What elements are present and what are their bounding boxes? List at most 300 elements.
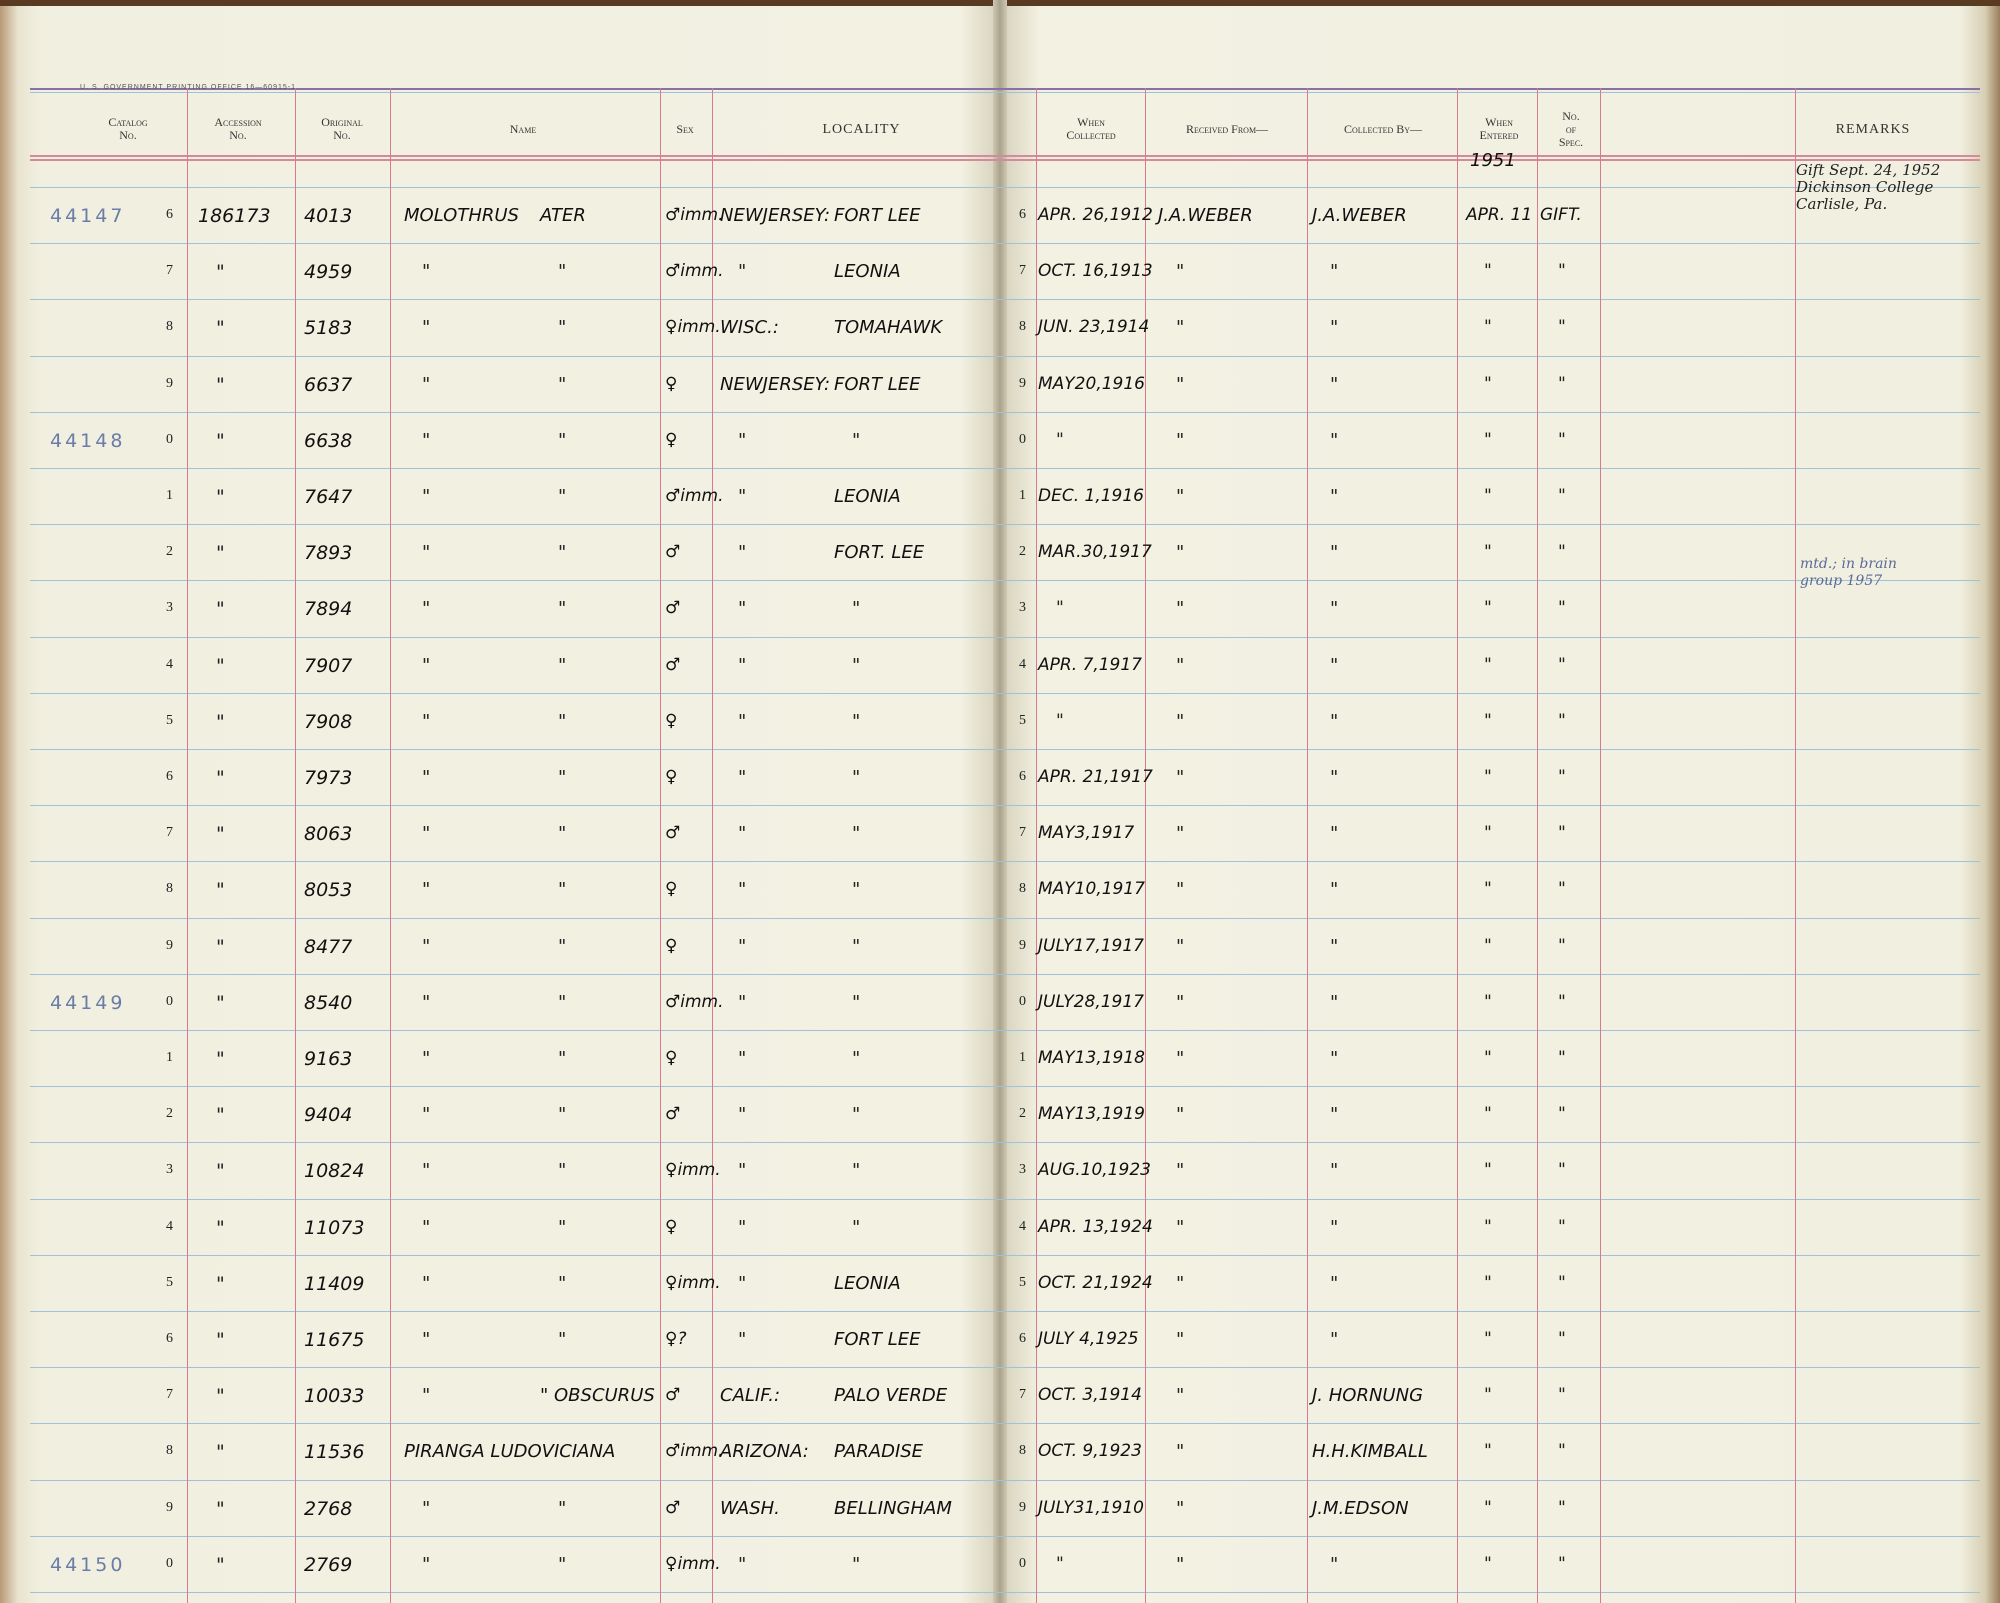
locality-state-cell: " bbox=[738, 655, 747, 676]
locality-place-cell: FORT LEE bbox=[834, 1329, 921, 1350]
name-genus-cell: " bbox=[422, 430, 431, 451]
locality-place-cell: " bbox=[852, 1554, 861, 1575]
original-no-cell: 7647 bbox=[304, 486, 353, 508]
name-species-cell: " bbox=[558, 711, 567, 732]
name-genus-cell: " bbox=[422, 1554, 431, 1575]
original-no-cell: 2768 bbox=[304, 1498, 353, 1520]
row-rule bbox=[30, 861, 1980, 862]
original-no-cell: 10033 bbox=[304, 1385, 365, 1407]
row-rule bbox=[30, 468, 1980, 469]
sex-cell: ♀ bbox=[665, 936, 678, 956]
collected-by-cell: H.H.KIMBALL bbox=[1312, 1441, 1428, 1462]
locality-place-cell: " bbox=[852, 936, 861, 957]
when-collected-cell: JULY31,1910 bbox=[1038, 1498, 1144, 1518]
sex-cell: ♀imm. bbox=[665, 1160, 721, 1180]
locality-place-cell: TOMAHAWK bbox=[834, 317, 943, 338]
name-genus-cell: " bbox=[422, 317, 431, 338]
right-page-row-digit: 1 bbox=[1019, 1050, 1026, 1065]
received-from-cell: " bbox=[1176, 936, 1185, 957]
column-rule bbox=[1457, 88, 1458, 1603]
collected-by-cell: J. HORNUNG bbox=[1312, 1385, 1424, 1406]
locality-state-cell: " bbox=[738, 1329, 747, 1350]
locality-state-cell: WISC.: bbox=[720, 317, 779, 338]
header-bottom-rule bbox=[30, 155, 1980, 157]
name-species-cell: " bbox=[558, 655, 567, 676]
accession-cell: " bbox=[216, 936, 225, 958]
when-collected-cell: MAY13,1918 bbox=[1038, 1048, 1145, 1068]
row-rule bbox=[30, 243, 1980, 244]
received-from-cell: " bbox=[1176, 542, 1185, 563]
locality-place-cell: " bbox=[852, 598, 861, 619]
catalog-digit-cell: 1 bbox=[166, 1050, 173, 1065]
collected-by-cell: J.M.EDSON bbox=[1312, 1498, 1409, 1519]
locality-state-cell: " bbox=[738, 711, 747, 732]
locality-state-cell: " bbox=[738, 879, 747, 900]
collected-by-cell: " bbox=[1330, 598, 1339, 619]
locality-state-cell: " bbox=[738, 486, 747, 507]
collected-by-cell: " bbox=[1330, 823, 1339, 844]
accession-cell: " bbox=[216, 1554, 225, 1576]
accession-cell: " bbox=[216, 261, 225, 283]
row-rule bbox=[30, 1311, 1980, 1312]
header-received-from: Received From— bbox=[1185, 121, 1269, 136]
collected-by-cell: " bbox=[1330, 1329, 1339, 1350]
right-page-row-digit: 3 bbox=[1019, 600, 1026, 615]
locality-state-cell: WASH. bbox=[720, 1498, 780, 1519]
no-spec-cell: " bbox=[1558, 1329, 1566, 1349]
sex-cell: ♀ bbox=[665, 879, 678, 899]
no-spec-cell: " bbox=[1558, 542, 1566, 562]
locality-place-cell: " bbox=[852, 1160, 861, 1181]
when-collected-cell: APR. 13,1924 bbox=[1038, 1217, 1153, 1237]
name-genus-cell: " bbox=[422, 1385, 431, 1406]
locality-state-cell: " bbox=[738, 1554, 747, 1575]
sex-cell: ♀ bbox=[665, 767, 678, 787]
catalog-digit-cell: 6 bbox=[166, 207, 173, 222]
locality-state-cell: NEWJERSEY: bbox=[720, 374, 831, 395]
name-genus-cell: " bbox=[422, 767, 431, 788]
collected-by-cell: " bbox=[1330, 879, 1339, 900]
name-genus-cell: " bbox=[422, 823, 431, 844]
header-name: Name bbox=[509, 121, 537, 136]
received-from-cell: J.A.WEBER bbox=[1158, 205, 1253, 226]
name-species-cell: " bbox=[558, 1554, 567, 1575]
row-rule bbox=[30, 412, 1980, 413]
catalog-digit-cell: 2 bbox=[166, 1106, 173, 1121]
accession-cell: " bbox=[216, 879, 225, 901]
header-when-entered: When Entered bbox=[1479, 115, 1519, 142]
printer-line: U. S. GOVERNMENT PRINTING OFFICE 16—60915-1 bbox=[80, 84, 296, 91]
locality-place-cell: " bbox=[852, 711, 861, 732]
column-rule bbox=[390, 88, 391, 1603]
right-page-row-digit: 6 bbox=[1019, 207, 1026, 222]
original-no-cell: 10824 bbox=[304, 1160, 365, 1182]
sex-cell: ♂ bbox=[665, 655, 681, 675]
catalog-digit-cell: 3 bbox=[166, 1162, 173, 1177]
no-spec-cell: " bbox=[1558, 655, 1566, 675]
when-entered-cell: " bbox=[1484, 486, 1492, 506]
when-entered-cell: " bbox=[1484, 542, 1492, 562]
row-rule bbox=[30, 1423, 1980, 1424]
no-spec-cell: " bbox=[1558, 486, 1566, 506]
accession-cell: " bbox=[216, 823, 225, 845]
when-entered-cell: " bbox=[1484, 1217, 1492, 1237]
locality-place-cell: PARADISE bbox=[834, 1441, 924, 1462]
collected-by-cell: " bbox=[1330, 1217, 1339, 1238]
name-genus-cell: " bbox=[422, 879, 431, 900]
right-page-row-digit: 0 bbox=[1019, 1556, 1026, 1571]
header-top-rule bbox=[30, 92, 1980, 93]
column-rule bbox=[712, 88, 713, 1603]
locality-state-cell: " bbox=[738, 1160, 747, 1181]
catalog-digit-cell: 5 bbox=[166, 1275, 173, 1290]
catalog-digit-cell: 6 bbox=[166, 769, 173, 784]
locality-place-cell: LEONIA bbox=[834, 1273, 901, 1294]
name-genus-cell: " bbox=[422, 992, 431, 1013]
accession-cell: " bbox=[216, 711, 225, 733]
catalog-digit-cell: 3 bbox=[166, 600, 173, 615]
name-species-cell: " OBSCURUS bbox=[540, 1385, 655, 1406]
no-spec-cell: " bbox=[1558, 261, 1566, 281]
right-page-row-digit: 7 bbox=[1019, 825, 1026, 840]
header-original: Original No. bbox=[321, 115, 363, 142]
when-collected-cell: MAY20,1916 bbox=[1038, 374, 1145, 394]
catalog-number-cell: 44149 bbox=[50, 992, 126, 1014]
locality-place-cell: LEONIA bbox=[834, 486, 901, 507]
right-page-row-digit: 8 bbox=[1019, 319, 1026, 334]
original-no-cell: 9404 bbox=[304, 1104, 353, 1126]
original-no-cell: 8053 bbox=[304, 879, 353, 901]
when-entered-cell: " bbox=[1484, 767, 1492, 787]
remark-mtd-note: mtd.; in brain group 1957 bbox=[1800, 556, 1897, 589]
when-entered-cell: " bbox=[1484, 879, 1492, 899]
when-entered-cell: " bbox=[1484, 598, 1492, 618]
when-collected-cell: MAY13,1919 bbox=[1038, 1104, 1145, 1124]
no-spec-cell: " bbox=[1558, 823, 1566, 843]
no-spec-cell: GIFT. bbox=[1540, 205, 1582, 225]
received-from-cell: " bbox=[1176, 1554, 1185, 1575]
name-species-cell: " bbox=[558, 374, 567, 395]
catalog-digit-cell: 9 bbox=[166, 938, 173, 953]
accession-cell: " bbox=[216, 486, 225, 508]
catalog-digit-cell: 4 bbox=[166, 1219, 173, 1234]
sex-cell: ♀imm. bbox=[665, 1554, 721, 1574]
year-note: 1951 bbox=[1470, 150, 1516, 171]
row-rule bbox=[30, 1536, 1980, 1537]
catalog-digit-cell: 7 bbox=[166, 825, 173, 840]
when-entered-cell: " bbox=[1484, 1273, 1492, 1293]
column-rule bbox=[660, 88, 661, 1603]
sex-cell: ♀ bbox=[665, 374, 678, 394]
collected-by-cell: " bbox=[1330, 655, 1339, 676]
received-from-cell: " bbox=[1176, 711, 1185, 732]
no-spec-cell: " bbox=[1558, 767, 1566, 787]
no-spec-cell: " bbox=[1558, 1554, 1566, 1574]
name-species-cell: " bbox=[558, 317, 567, 338]
row-rule bbox=[30, 1480, 1980, 1481]
right-page-row-digit: 8 bbox=[1019, 1443, 1026, 1458]
original-no-cell: 7908 bbox=[304, 711, 353, 733]
right-page-row-digit: 1 bbox=[1019, 488, 1026, 503]
row-rule bbox=[30, 918, 1980, 919]
sex-cell: ♀imm. bbox=[665, 1273, 721, 1293]
when-entered-cell: " bbox=[1484, 317, 1492, 337]
catalog-digit-cell: 4 bbox=[166, 657, 173, 672]
collected-by-cell: " bbox=[1330, 767, 1339, 788]
accession-cell: " bbox=[216, 1385, 225, 1407]
accession-cell: " bbox=[216, 1104, 225, 1126]
row-rule bbox=[30, 805, 1980, 806]
name-species-cell: " bbox=[558, 823, 567, 844]
row-rule bbox=[30, 1086, 1980, 1087]
original-no-cell: 11675 bbox=[304, 1329, 365, 1351]
catalog-digit-cell: 8 bbox=[166, 1443, 173, 1458]
name-genus-cell: PIRANGA LUDOVICIANA bbox=[404, 1441, 616, 1462]
name-species-cell: " bbox=[558, 486, 567, 507]
when-collected-cell: " bbox=[1056, 1554, 1064, 1574]
when-entered-cell: " bbox=[1484, 711, 1492, 731]
collected-by-cell: J.A.WEBER bbox=[1312, 205, 1407, 226]
when-collected-cell: MAR.30,1917 bbox=[1038, 542, 1152, 562]
when-entered-cell: " bbox=[1484, 1160, 1492, 1180]
when-collected-cell: APR. 7,1917 bbox=[1038, 655, 1142, 675]
received-from-cell: " bbox=[1176, 1217, 1185, 1238]
name-genus-cell: MOLOTHRUS bbox=[404, 205, 519, 226]
received-from-cell: " bbox=[1176, 1160, 1185, 1181]
right-page-row-digit: 6 bbox=[1019, 1331, 1026, 1346]
original-no-cell: 7893 bbox=[304, 542, 353, 564]
locality-state-cell: " bbox=[738, 1217, 747, 1238]
name-genus-cell: " bbox=[422, 1273, 431, 1294]
name-species-cell: " bbox=[558, 1329, 567, 1350]
when-collected-cell: MAY3,1917 bbox=[1038, 823, 1135, 843]
name-genus-cell: " bbox=[422, 655, 431, 676]
sex-cell: ♀ bbox=[665, 1048, 678, 1068]
received-from-cell: " bbox=[1176, 1441, 1185, 1462]
when-collected-cell: JULY17,1917 bbox=[1038, 936, 1144, 956]
catalog-digit-cell: 7 bbox=[166, 1387, 173, 1402]
row-rule bbox=[30, 974, 1980, 975]
locality-state-cell: " bbox=[738, 261, 747, 282]
name-species-cell: " bbox=[558, 879, 567, 900]
row-rule bbox=[30, 1142, 1980, 1143]
locality-state-cell: " bbox=[738, 1048, 747, 1069]
row-rule bbox=[30, 1030, 1980, 1031]
received-from-cell: " bbox=[1176, 1498, 1185, 1519]
when-entered-cell: " bbox=[1484, 1498, 1492, 1518]
received-from-cell: " bbox=[1176, 486, 1185, 507]
right-page-row-digit: 9 bbox=[1019, 376, 1026, 391]
locality-state-cell: " bbox=[738, 1104, 747, 1125]
accession-cell: " bbox=[216, 1441, 225, 1463]
sex-cell: ♂ bbox=[665, 542, 681, 562]
when-collected-cell: OCT. 21,1924 bbox=[1038, 1273, 1153, 1293]
right-page-row-digit: 4 bbox=[1019, 1219, 1026, 1234]
right-page-row-digit: 5 bbox=[1019, 1275, 1026, 1290]
header-remarks: REMARKS bbox=[1835, 121, 1911, 137]
header-locality: LOCALITY bbox=[822, 121, 901, 137]
received-from-cell: " bbox=[1176, 1104, 1185, 1125]
no-spec-cell: " bbox=[1558, 1048, 1566, 1068]
accession-cell: " bbox=[216, 1273, 225, 1295]
original-no-cell: 11409 bbox=[304, 1273, 365, 1295]
collected-by-cell: " bbox=[1330, 317, 1339, 338]
original-no-cell: 7907 bbox=[304, 655, 353, 677]
name-genus-cell: " bbox=[422, 711, 431, 732]
name-genus-cell: " bbox=[422, 1160, 431, 1181]
when-collected-cell: " bbox=[1056, 711, 1064, 731]
catalog-digit-cell: 0 bbox=[166, 432, 173, 447]
header-accession: Accession No. bbox=[214, 115, 262, 142]
collected-by-cell: " bbox=[1330, 711, 1339, 732]
right-page-row-digit: 7 bbox=[1019, 1387, 1026, 1402]
when-collected-cell: JUN. 23,1914 bbox=[1038, 317, 1150, 337]
sex-cell: ♂imm. bbox=[665, 992, 724, 1012]
no-spec-cell: " bbox=[1558, 879, 1566, 899]
when-collected-cell: JULY 4,1925 bbox=[1038, 1329, 1139, 1349]
right-page-row-digit: 6 bbox=[1019, 769, 1026, 784]
row-rule bbox=[30, 1199, 1980, 1200]
column-rule bbox=[1145, 88, 1146, 1603]
sex-cell: ♂imm. bbox=[665, 486, 724, 506]
received-from-cell: " bbox=[1176, 317, 1185, 338]
original-no-cell: 4959 bbox=[304, 261, 353, 283]
catalog-number-cell: 44150 bbox=[50, 1554, 126, 1576]
locality-place-cell: " bbox=[852, 430, 861, 451]
name-genus-cell: " bbox=[422, 1498, 431, 1519]
right-page-row-digit: 4 bbox=[1019, 657, 1026, 672]
original-no-cell: 8540 bbox=[304, 992, 353, 1014]
catalog-digit-cell: 9 bbox=[166, 1500, 173, 1515]
row-rule bbox=[30, 1592, 1980, 1593]
column-rule bbox=[1795, 88, 1796, 1603]
catalog-digit-cell: 7 bbox=[166, 263, 173, 278]
locality-place-cell: BELLINGHAM bbox=[834, 1498, 952, 1519]
no-spec-cell: " bbox=[1558, 1273, 1566, 1293]
when-entered-cell: " bbox=[1484, 1048, 1492, 1068]
received-from-cell: " bbox=[1176, 261, 1185, 282]
name-species-cell: " bbox=[558, 1048, 567, 1069]
when-entered-cell: " bbox=[1484, 1329, 1492, 1349]
when-collected-cell: OCT. 9,1923 bbox=[1038, 1441, 1142, 1461]
collected-by-cell: " bbox=[1330, 374, 1339, 395]
right-page-row-digit: 9 bbox=[1019, 938, 1026, 953]
row-rule bbox=[30, 1367, 1980, 1368]
row-rule bbox=[30, 580, 1980, 581]
locality-place-cell: " bbox=[852, 767, 861, 788]
no-spec-cell: " bbox=[1558, 317, 1566, 337]
original-no-cell: 6637 bbox=[304, 374, 353, 396]
remark-gift-note: Gift Sept. 24, 1952 Dickinson College Carlisle, Pa. bbox=[1796, 161, 1941, 213]
when-entered-cell: " bbox=[1484, 936, 1492, 956]
accession-cell: " bbox=[216, 374, 225, 396]
sex-cell: ♂imm. bbox=[665, 261, 724, 281]
locality-place-cell: PALO VERDE bbox=[834, 1385, 948, 1406]
locality-place-cell: " bbox=[852, 1217, 861, 1238]
column-rule bbox=[1600, 88, 1601, 1603]
locality-place-cell: LEONIA bbox=[834, 261, 901, 282]
when-entered-cell: " bbox=[1484, 1104, 1492, 1124]
original-no-cell: 11073 bbox=[304, 1217, 365, 1239]
right-page-row-digit: 0 bbox=[1019, 432, 1026, 447]
name-species-cell: " bbox=[558, 1498, 567, 1519]
row-rule bbox=[30, 637, 1980, 638]
no-spec-cell: " bbox=[1558, 430, 1566, 450]
received-from-cell: " bbox=[1176, 879, 1185, 900]
no-spec-cell: " bbox=[1558, 598, 1566, 618]
received-from-cell: " bbox=[1176, 823, 1185, 844]
name-species-cell: " bbox=[558, 1160, 567, 1181]
sex-cell: ♀imm. bbox=[665, 317, 721, 337]
catalog-number-cell: 44148 bbox=[50, 430, 126, 452]
no-spec-cell: " bbox=[1558, 936, 1566, 956]
locality-state-cell: " bbox=[738, 1273, 747, 1294]
accession-cell: 186173 bbox=[198, 205, 271, 227]
when-collected-cell: " bbox=[1056, 598, 1064, 618]
sex-cell: ♀ bbox=[665, 1217, 678, 1237]
right-page-row-digit: 3 bbox=[1019, 1162, 1026, 1177]
accession-cell: " bbox=[216, 1160, 225, 1182]
name-genus-cell: " bbox=[422, 1048, 431, 1069]
right-page-row-digit: 8 bbox=[1019, 881, 1026, 896]
column-rule bbox=[295, 88, 296, 1603]
when-collected-cell: OCT. 3,1914 bbox=[1038, 1385, 1142, 1405]
row-rule bbox=[30, 524, 1980, 525]
right-page-row-digit: 7 bbox=[1019, 263, 1026, 278]
sex-cell: ♂ bbox=[665, 1385, 681, 1405]
locality-place-cell: " bbox=[852, 655, 861, 676]
name-species-cell: " bbox=[558, 1273, 567, 1294]
row-rule bbox=[30, 187, 1980, 188]
catalog-digit-cell: 6 bbox=[166, 1331, 173, 1346]
when-entered-cell: " bbox=[1484, 1554, 1492, 1574]
collected-by-cell: " bbox=[1330, 486, 1339, 507]
header-sex: Sex bbox=[676, 121, 694, 136]
row-rule bbox=[30, 693, 1980, 694]
sex-cell: ♂imm. bbox=[665, 1441, 724, 1461]
sex-cell: ♀ bbox=[665, 711, 678, 731]
collected-by-cell: " bbox=[1330, 936, 1339, 957]
original-no-cell: 6638 bbox=[304, 430, 353, 452]
name-genus-cell: " bbox=[422, 261, 431, 282]
original-no-cell: 8477 bbox=[304, 936, 353, 958]
locality-place-cell: FORT LEE bbox=[834, 374, 921, 395]
when-collected-cell: JULY28,1917 bbox=[1038, 992, 1144, 1012]
when-entered-cell: " bbox=[1484, 374, 1492, 394]
catalog-digit-cell: 8 bbox=[166, 319, 173, 334]
name-genus-cell: " bbox=[422, 598, 431, 619]
locality-place-cell: FORT LEE bbox=[834, 205, 921, 226]
when-entered-cell: " bbox=[1484, 1385, 1492, 1405]
header-catalog: Catalog No. bbox=[108, 115, 148, 142]
book-gutter bbox=[993, 0, 1007, 1603]
header-when-collected: When Collected bbox=[1066, 115, 1116, 142]
name-species-cell: " bbox=[558, 598, 567, 619]
original-no-cell: 2769 bbox=[304, 1554, 353, 1576]
sex-cell: ♂ bbox=[665, 823, 681, 843]
collected-by-cell: " bbox=[1330, 261, 1339, 282]
name-species-cell: " bbox=[558, 767, 567, 788]
catalog-digit-cell: 2 bbox=[166, 544, 173, 559]
no-spec-cell: " bbox=[1558, 1217, 1566, 1237]
received-from-cell: " bbox=[1176, 1329, 1185, 1350]
catalog-digit-cell: 5 bbox=[166, 713, 173, 728]
name-genus-cell: " bbox=[422, 936, 431, 957]
sex-cell: ♂ bbox=[665, 598, 681, 618]
name-species-cell: " bbox=[558, 1217, 567, 1238]
accession-cell: " bbox=[216, 1329, 225, 1351]
row-rule bbox=[30, 299, 1980, 300]
